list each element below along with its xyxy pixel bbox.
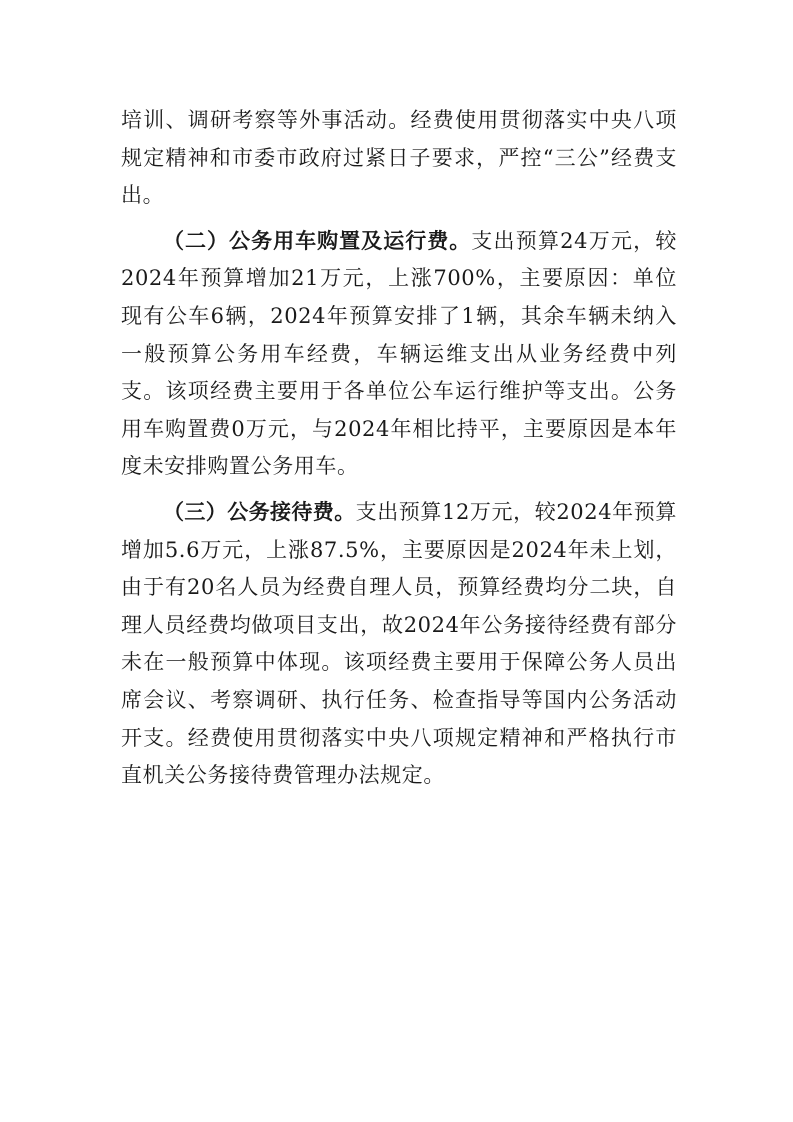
document-body (121, 102, 677, 795)
paragraph-text: 培训、调研考察等外事活动。经费使用贯彻落实中央八项规定精神和市委市政府过紧日子要求，严控“三公”经费支出。 (121, 108, 677, 208)
section-heading-official-reception: （三）公务接待费。 (163, 499, 356, 524)
paragraph-foreign-affairs-continuation (121, 102, 677, 215)
paragraph-official-reception (121, 494, 677, 795)
paragraph-text: 支出预算12万元，较2024年预算增加5.6万元，上涨87.5%，主要原因是2024年未上划，由于有20名人员为经费自理人员，预算经费均分二块，自理人员经费均做项目支出，故2024年公务接待经费有部分未在一般预算中体现。该项经费主要用于保障公务人员出席会议、考察调研、执行任务、检查指导等国内公务活动开支。经费使用贯彻落实中央八项规定精神和严格执行市直机关公务接待费管理办法规定。 (121, 499, 677, 788)
paragraph-official-vehicle (121, 223, 677, 486)
section-heading-official-vehicle: （二）公务用车购置及运行费。 (163, 228, 472, 253)
paragraph-text: 支出预算24万元，较2024年预算增加21万元，上涨700%，主要原因：单位现有公车6辆，2024年预算安排了1辆，其余车辆未纳入一般预算公务用车经费，车辆运维支出从业务经费中列支。该项经费主要用于各单位公车运行维护等支出。公务用车购置费0万元，与2024年相比持平，主要原因是本年度未安排购置公务用车。 (121, 228, 677, 479)
